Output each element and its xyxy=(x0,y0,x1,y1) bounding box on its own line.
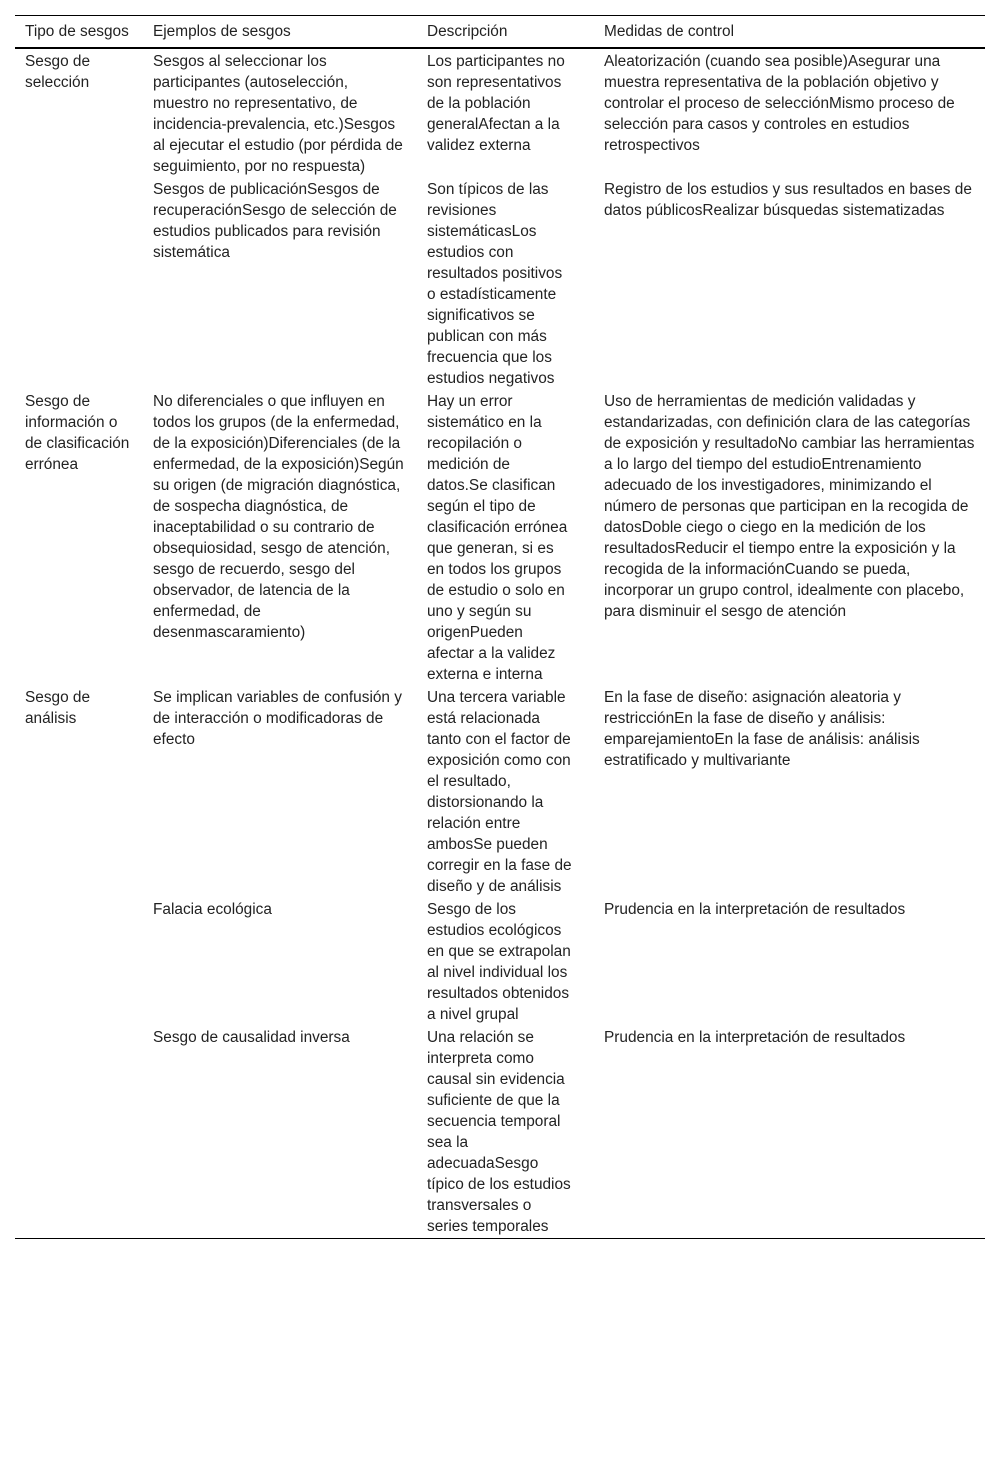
control-cell: Prudencia en la interpretación de resultados xyxy=(604,901,906,918)
table-row xyxy=(15,898,985,1026)
bias-type-cell: Sesgo de análisis xyxy=(25,689,91,727)
header-descripcion: Descripción xyxy=(427,23,508,40)
control-cell: Uso de herramientas de medición validadas y estandarizadas, con definición clara de las categorías de exposición y resultadoNo cambiar las herramientas a lo largo del tiempo del estudioEntrenamiento adecuado de los investigadores, minimizando el número de personas que participan en la recogida de datosDoble ciego o ciego en la medición de los resultadosReducir el tiempo entre la exposición y la recogida de la informaciónCuando se pueda, incorporar un grupo control, idealmente con placebo, para disminuir el sesgo de atención xyxy=(604,393,975,620)
examples-cell: Se implican variables de confusión y de interacción o modificadoras de efecto xyxy=(153,689,402,748)
table-row xyxy=(15,390,985,686)
examples-cell: Falacia ecológica xyxy=(153,901,272,918)
control-cell: Aleatorización (cuando sea posible)Asegurar una muestra representativa de la población objetivo y controlar el proceso de selecciónMismo proceso de selección para casos y controles en estudios retrospectivos xyxy=(604,53,955,154)
description-cell: Una tercera variable está relacionada tanto con el factor de exposición como con el resultado, distorsionando la relación entre ambosSe pueden corregir en la fase de diseño y de análisis xyxy=(427,689,572,895)
description-cell: Hay un error sistemático en la recopilación o medición de datos.Se clasifican según el tipo de clasificación errónea que generan, si es en todos los grupos de estudio o solo en uno y según su origenPueden afectar a la validez externa e interna xyxy=(427,393,568,683)
description-cell: Una relación se interpreta como causal sin evidencia suficiente de que la secuencia temporal sea la adecuadaSesgo típico de los estudios transversales o series temporales xyxy=(427,1029,571,1235)
table-row xyxy=(15,48,985,178)
table-row xyxy=(15,1026,985,1239)
examples-cell: Sesgos de publicaciónSesgos de recuperaciónSesgo de selección de estudios publicados para revisión sistemática xyxy=(153,181,397,261)
header-medidas-de-control: Medidas de control xyxy=(604,23,735,40)
bias-table-container xyxy=(15,15,985,1239)
description-cell: Los participantes no son representativos de la población generalAfectan a la validez externa xyxy=(427,53,565,154)
table-row xyxy=(15,686,985,898)
table-body xyxy=(15,48,985,1239)
control-cell: Prudencia en la interpretación de resultados xyxy=(604,1029,906,1046)
description-cell: Son típicos de las revisiones sistemáticasLos estudios con resultados positivos o estadísticamente significativos se publican con más frecuencia que los estudios negativos xyxy=(427,181,563,387)
bias-table xyxy=(15,15,985,1239)
bias-type-cell: Sesgo de información o de clasificación errónea xyxy=(25,393,130,473)
examples-cell: Sesgos al seleccionar los participantes (autoselección, muestro no representativo, de incidencia-prevalencia, etc.)Sesgos al ejecutar el estudio (por pérdida de seguimiento, por no respuesta) xyxy=(153,53,403,175)
table-header xyxy=(15,16,985,49)
examples-cell: No diferenciales o que influyen en todos los grupos (de la enfermedad, de la exposición)Diferenciales (de la enfermedad, de la exposición)Según su origen (de migración diagnóstica, de sospecha diagnóstica, de inaceptabilidad o su contrario de obsequiosidad, sesgo de atención, sesgo de recuerdo, sesgo del observador, de latencia de la enfermedad, de desenmascaramiento) xyxy=(153,393,404,641)
description-cell: Sesgo de los estudios ecológicos en que se extrapolan al nivel individual los resultados obtenidos a nivel grupal xyxy=(427,901,571,1023)
control-cell: En la fase de diseño: asignación aleatoria y restricciónEn la fase de diseño y análisis: emparejamientoEn la fase de análisis: análisis estratificado y multivariante xyxy=(604,689,920,769)
examples-cell: Sesgo de causalidad inversa xyxy=(153,1029,350,1046)
table-row xyxy=(15,178,985,390)
header-tipo-de-sesgos: Tipo de sesgos xyxy=(25,23,129,40)
header-row xyxy=(15,16,985,49)
control-cell: Registro de los estudios y sus resultados en bases de datos públicosRealizar búsquedas sistematizadas xyxy=(604,181,972,219)
header-ejemplos-de-sesgos: Ejemplos de sesgos xyxy=(153,23,291,40)
bias-type-cell: Sesgo de selección xyxy=(25,53,91,91)
